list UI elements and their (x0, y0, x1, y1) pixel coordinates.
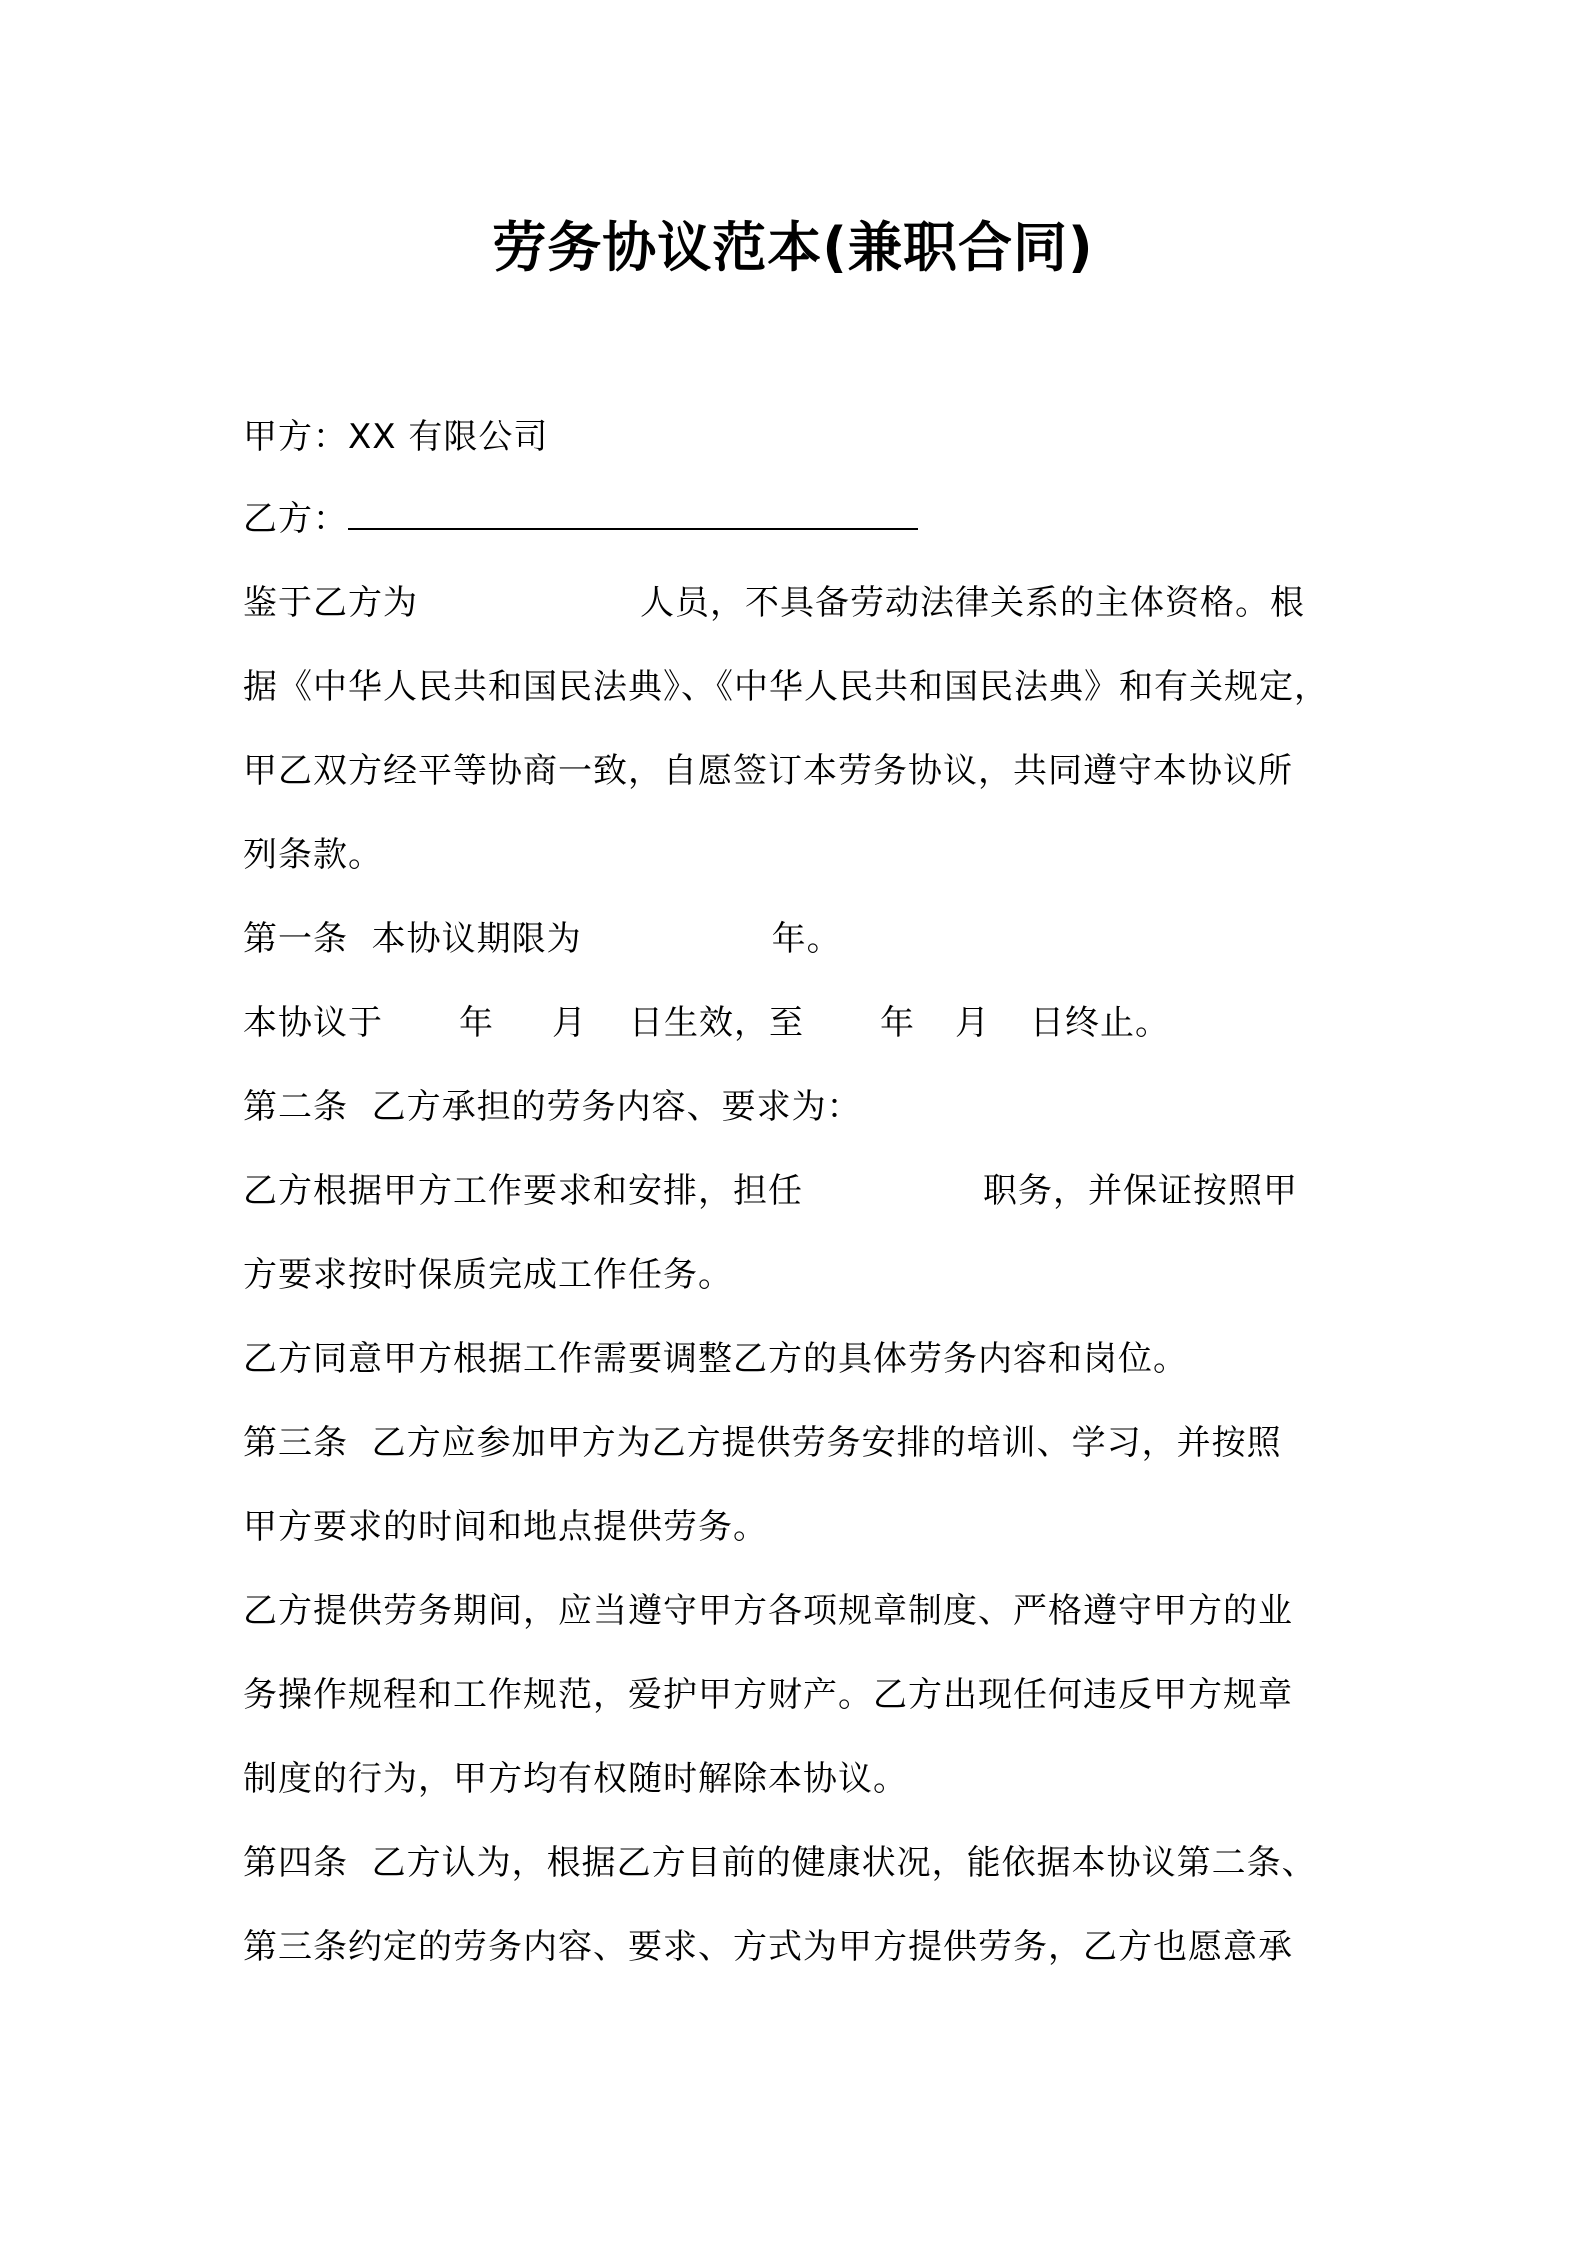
end-month-label: 月 (955, 1003, 990, 1043)
article4-line-2: 第三条约定的劳务内容、要求、方式为甲方提供劳务，乙方也愿意承 (243, 1927, 1293, 1967)
preamble-text-a: 鉴于乙方为 (243, 583, 418, 623)
article2-line-2 (243, 1166, 1298, 1216)
preamble-line-1 (243, 578, 1305, 628)
document-title: 劳务协议范本(兼职合同) (492, 216, 1094, 279)
party-b-blank (348, 494, 918, 530)
article2-line-3: 方要求按时保质完成工作任务。 (243, 1255, 733, 1295)
article3-line-1: 第三条 乙方应参加甲方为乙方提供劳务安排的培训、学习，并按照 (243, 1423, 1282, 1463)
end-year-label: 年 (880, 1003, 915, 1043)
article2-line-4: 乙方同意甲方根据工作需要调整乙方的具体劳务内容和岗位。 (243, 1339, 1188, 1379)
preamble-line-4: 列条款。 (243, 835, 383, 875)
article1-text-b: 年。 (771, 919, 842, 959)
article1-line-2 (243, 998, 1170, 1048)
article3-line-2: 甲方要求的时间和地点提供劳务。 (243, 1507, 768, 1547)
preamble-line-3: 甲乙双方经平等协商一致，自愿签订本劳务协议，共同遵守本协议所 (243, 751, 1293, 791)
party-a-label: 甲方： (243, 417, 348, 457)
article2-line-1: 第二条 乙方承担的劳务内容、要求为： (243, 1087, 862, 1127)
start-month-label: 月 (552, 1003, 587, 1043)
article1-line-1 (243, 914, 842, 964)
article3-line-4: 务操作规程和工作规范，爱护甲方财产。乙方出现任何违反甲方规章 (243, 1675, 1293, 1715)
party-a-value: XX 有限公司 (348, 417, 549, 457)
start-year-label: 年 (459, 1003, 494, 1043)
effective-label: 本协议于 (243, 1003, 383, 1043)
article4-line-1: 第四条 乙方认为，根据乙方目前的健康状况，能依据本协议第二条、 (243, 1843, 1317, 1883)
article3-line-3: 乙方提供劳务期间，应当遵守甲方各项规章制度、严格遵守甲方的业 (243, 1591, 1293, 1631)
party-b-line (243, 494, 918, 544)
article2-text-a: 乙方根据甲方工作要求和安排，担任 (243, 1171, 803, 1211)
party-a-line (243, 412, 548, 462)
preamble-text-b: 人员，不具备劳动法律关系的主体资格。根 (640, 583, 1305, 623)
start-day-label: 日生效，至 (629, 1003, 804, 1043)
end-day-label: 日终止。 (1030, 1003, 1170, 1043)
party-b-label: 乙方： (243, 499, 348, 539)
preamble-line-2: 据《中华人民共和国民法典》、《中华人民共和国民法典》和有关规定， (243, 667, 1329, 707)
article3-line-5: 制度的行为，甲方均有权随时解除本协议。 (243, 1759, 908, 1799)
article1-text-a: 第一条 本协议期限为 (243, 919, 582, 959)
article2-text-b: 职务，并保证按照甲 (983, 1171, 1298, 1211)
